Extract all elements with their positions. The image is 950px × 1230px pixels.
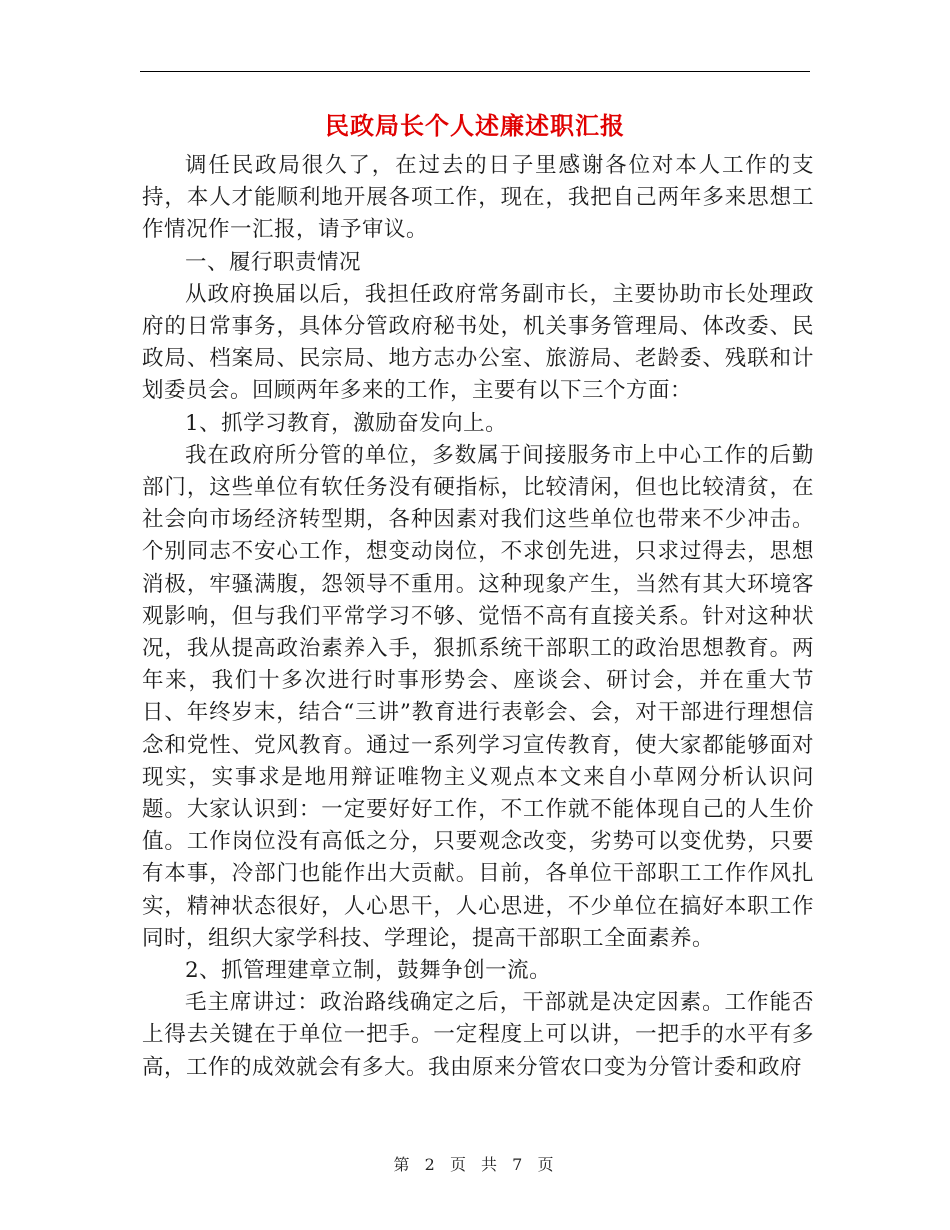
paragraph-management: 毛主席讲过：政治路线确定之后，干部就是决定因素。工作能否上得去关键在于单位一把手。一定程度上可以讲，一把手的水平有多高，工作的成效就会有多大。我由原来分管农口变为分管计委和政府 [142,990,814,1080]
footer-prefix: 第 [393,1155,413,1174]
document-title: 民政局长个人述廉述职汇报 [325,111,625,140]
page-footer [0,1152,950,1175]
subheading-management: 2、抓管理建章立制，鼓舞争创一流。 [185,958,552,984]
paragraph-education: 我在政府所分管的单位，多数属于间接服务市上中心工作的后勤部门，这些单位有软任务没有硬指标，比较清闲，但也比较清贫，在社会向市场经济转型期，各种因素对我们这些单位也带来不少冲击。个别同志不安心工作，想变动岗位，不求创先进，只求过得去，思想消极，牢骚满腹，怨领导不重用。这种现象产生，当然有其大环境客观影响，但与我们平常学习不够、觉悟不高有直接关系。针对这种状况，我从提高政治素养入手，狠抓系统干部职工的政治思想教育。两年来，我们十多次进行时事形势会、座谈会、研讨会，并在重大节日、年终岁末，结合“三讲”教育进行表彰会、会，对干部进行理想信念和党性、党风教育。通过一系列学习宣传教育，使大家都能够面对现实，实事求是地用辩证唯物主义观点本文来自小草网分析认识问题。大家认识到：一定要好好工作，不工作就不能体现自己的人生价值。工作岗位没有高低之分，只要观念改变，劣势可以变优势，只要有本事，冷部门也能作出大贡献。目前，各单位干部职工工作作风扎实，精神状态很好，人心思干，人心思进，不少单位在搞好本职工作同时，组织大家学科技、学理论，提高干部职工全面素养。 [142,442,814,951]
header-rule [140,71,810,72]
page-total: 7 [512,1155,526,1174]
section-heading-duties: 一、履行职责情况 [185,249,362,275]
paragraph-responsibilities: 从政府换届以后，我担任政府常务副市长，主要协助市长处理政府的日常事务，具体分管政府秘书处，机关事务管理局、体改委、民政局、档案局、民宗局、地方志办公室、旅游局、老龄委、残联和计划委员会。回顾两年多来的工作，主要有以下三个方面： [142,281,814,404]
page-current: 2 [424,1155,438,1174]
footer-mid1: 页 [449,1155,469,1174]
subheading-education: 1、抓学习教育，激励奋发向上。 [185,410,508,436]
document-body [142,150,814,1084]
footer-mid2: 共 [481,1155,501,1174]
footer-suffix: 页 [537,1155,557,1174]
paragraph-intro: 调任民政局很久了，在过去的日子里感谢各位对本人工作的支持，本人才能顺利地开展各项工作，现在，我把自己两年多来思想工作情况作一汇报，请予审议。 [142,153,814,243]
